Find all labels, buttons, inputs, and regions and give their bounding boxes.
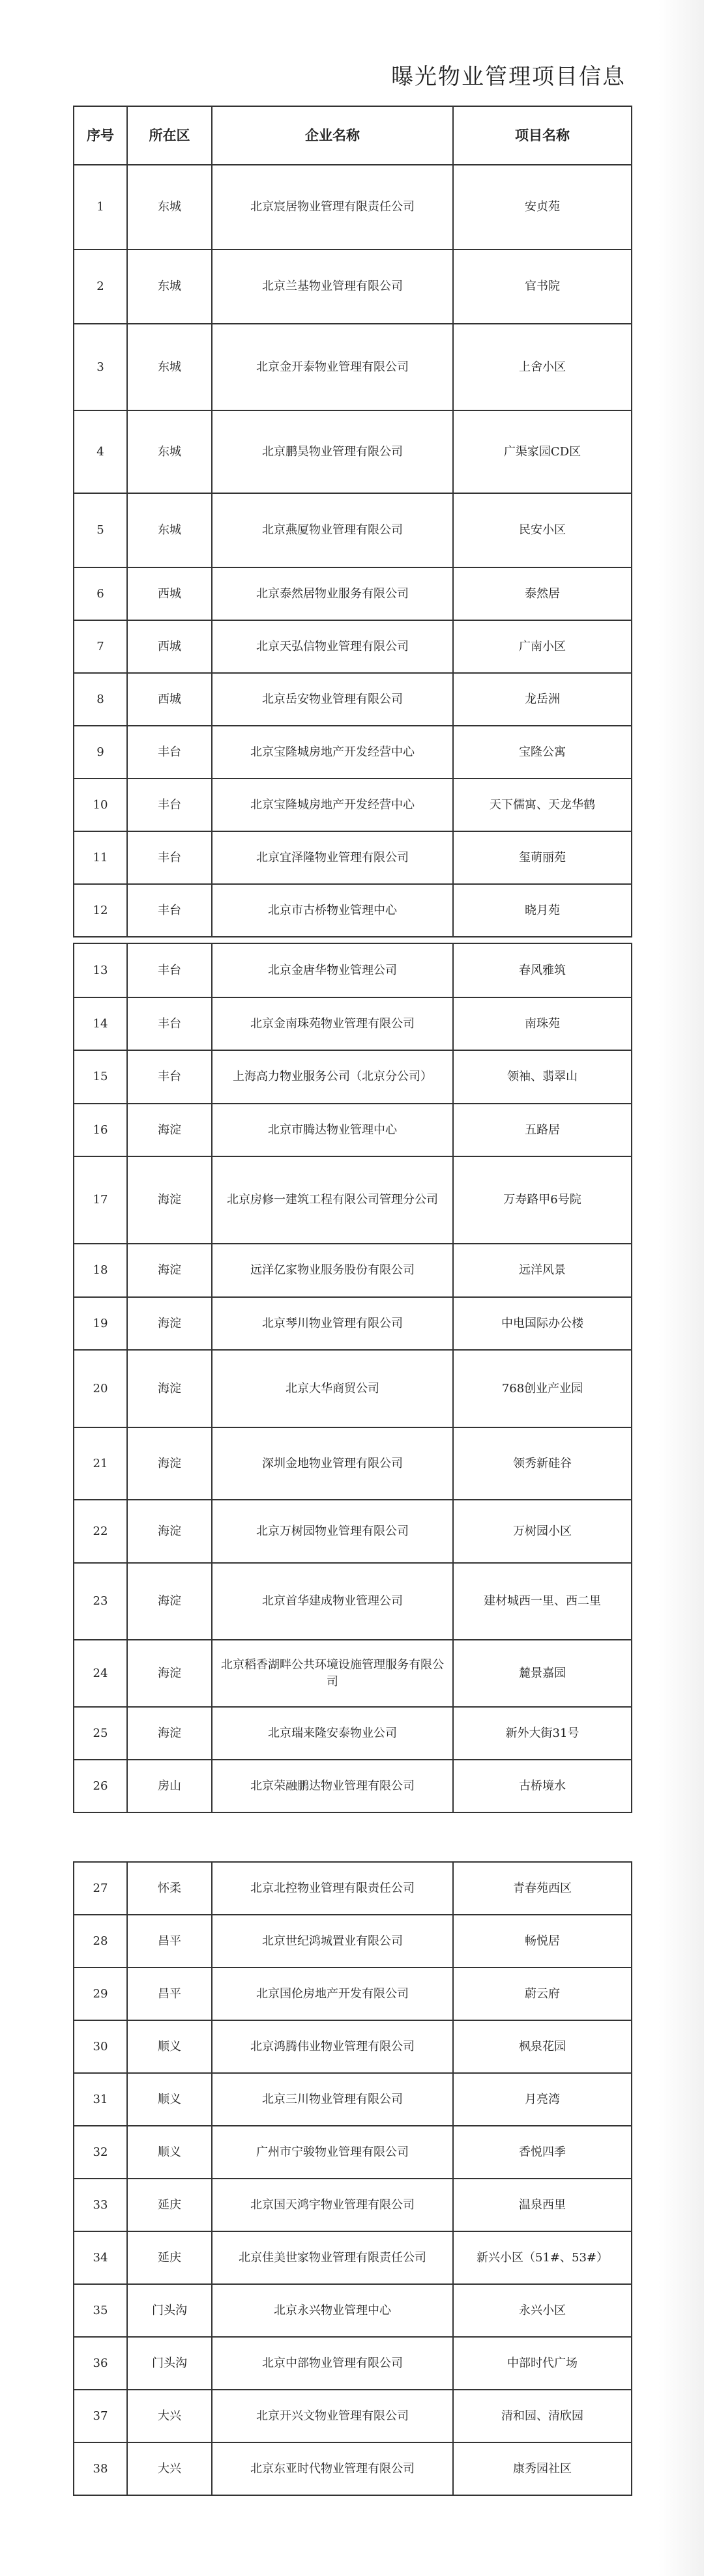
cell-project: 南珠苑: [453, 997, 632, 1050]
cell-project: 领秀新硅谷: [453, 1427, 632, 1500]
cell-company: 北京鸿腾伟业物业管理有限公司: [212, 2020, 453, 2073]
table-row: [74, 2390, 632, 2442]
cell-project: 新兴小区（51#、53#）: [453, 2231, 632, 2284]
cell-district: 东城: [127, 410, 212, 493]
cell-no: 1: [74, 165, 127, 250]
table-row: [74, 2073, 632, 2126]
cell-district: 大兴: [127, 2442, 212, 2495]
cell-no: 11: [74, 831, 127, 884]
cell-company: 北京永兴物业管理中心: [212, 2284, 453, 2337]
cell-no: 24: [74, 1640, 127, 1707]
header-project: 项目名称: [453, 106, 632, 165]
cell-district: 东城: [127, 324, 212, 410]
table-row: [74, 1640, 632, 1707]
cell-company: 北京宝隆城房地产开发经营中心: [212, 726, 453, 779]
cell-project: 768创业产业园: [453, 1350, 632, 1427]
cell-no: 21: [74, 1427, 127, 1500]
cell-no: 30: [74, 2020, 127, 2073]
table-row: [74, 2284, 632, 2337]
cell-company: 深圳金地物业管理有限公司: [212, 1427, 453, 1500]
cell-project: 春风雅筑: [453, 943, 632, 997]
table-row: [74, 884, 632, 937]
cell-no: 17: [74, 1156, 127, 1244]
cell-district: 海淀: [127, 1156, 212, 1244]
cell-no: 13: [74, 943, 127, 997]
cell-district: 大兴: [127, 2390, 212, 2442]
table-row: [74, 1297, 632, 1350]
cell-district: 丰台: [127, 726, 212, 779]
cell-no: 9: [74, 726, 127, 779]
cell-company: 北京万树园物业管理有限公司: [212, 1500, 453, 1563]
table-row: [74, 831, 632, 884]
cell-project: 万寿路甲6号院: [453, 1156, 632, 1244]
cell-no: 28: [74, 1915, 127, 1968]
cell-project: 新外大街31号: [453, 1707, 632, 1760]
cell-project: 清和园、清欣园: [453, 2390, 632, 2442]
page-edge-shadow: [658, 0, 704, 2576]
cell-company: 北京北控物业管理有限责任公司: [212, 1862, 453, 1915]
cell-company: 上海高力物业服务公司（北京分公司）: [212, 1050, 453, 1104]
cell-district: 西城: [127, 620, 212, 673]
cell-district: 海淀: [127, 1500, 212, 1563]
table-row: [74, 943, 632, 997]
cell-company: 北京市古桥物业管理中心: [212, 884, 453, 937]
cell-project: 万树园小区: [453, 1500, 632, 1563]
cell-company: 北京国伦房地产开发有限公司: [212, 1968, 453, 2020]
cell-company: 北京开兴文物业管理有限公司: [212, 2390, 453, 2442]
cell-project: 玺萌丽苑: [453, 831, 632, 884]
cell-project: 官书院: [453, 250, 632, 324]
cell-district: 东城: [127, 165, 212, 250]
cell-project: 中电国际办公楼: [453, 1297, 632, 1350]
table-row: [74, 2442, 632, 2495]
cell-no: 33: [74, 2179, 127, 2231]
cell-company: 北京东亚时代物业管理有限公司: [212, 2442, 453, 2495]
cell-company: 北京燕厦物业管理有限公司: [212, 493, 453, 567]
table-row: [74, 1707, 632, 1760]
cell-project: 温泉西里: [453, 2179, 632, 2231]
cell-project: 广渠家园CD区: [453, 410, 632, 493]
cell-company: 北京大华商贸公司: [212, 1350, 453, 1427]
table-row: [74, 1427, 632, 1500]
table-row: [74, 620, 632, 673]
table-row: [74, 567, 632, 620]
cell-district: 西城: [127, 567, 212, 620]
cell-project: 永兴小区: [453, 2284, 632, 2337]
cell-project: 蔚云府: [453, 1968, 632, 2020]
cell-district: 丰台: [127, 884, 212, 937]
cell-district: 顺义: [127, 2020, 212, 2073]
table-row: [74, 324, 632, 410]
cell-company: 广州市宁骏物业管理有限公司: [212, 2126, 453, 2179]
cell-company: 北京三川物业管理有限公司: [212, 2073, 453, 2126]
cell-no: 34: [74, 2231, 127, 2284]
cell-district: 东城: [127, 250, 212, 324]
cell-district: 顺义: [127, 2126, 212, 2179]
cell-no: 22: [74, 1500, 127, 1563]
table-row: [74, 1500, 632, 1563]
cell-project: 麓景嘉园: [453, 1640, 632, 1707]
cell-company: 北京泰然居物业服务有限公司: [212, 567, 453, 620]
cell-no: 20: [74, 1350, 127, 1427]
cell-project: 宝隆公寓: [453, 726, 632, 779]
cell-no: 4: [74, 410, 127, 493]
cell-company: 北京琴川物业管理有限公司: [212, 1297, 453, 1350]
cell-district: 丰台: [127, 1050, 212, 1104]
table-row: [74, 779, 632, 831]
table-row: [74, 1156, 632, 1244]
cell-company: 北京鹏昊物业管理有限公司: [212, 410, 453, 493]
cell-district: 丰台: [127, 779, 212, 831]
cell-no: 8: [74, 673, 127, 726]
cell-project: 广南小区: [453, 620, 632, 673]
cell-no: 32: [74, 2126, 127, 2179]
cell-district: 门头沟: [127, 2337, 212, 2390]
cell-district: 海淀: [127, 1244, 212, 1297]
cell-project: 月亮湾: [453, 2073, 632, 2126]
table-row: [74, 250, 632, 324]
cell-no: 38: [74, 2442, 127, 2495]
cell-district: 海淀: [127, 1563, 212, 1640]
cell-no: 3: [74, 324, 127, 410]
table-row: [74, 493, 632, 567]
table-row: [74, 1915, 632, 1968]
table-row: [74, 2231, 632, 2284]
cell-district: 海淀: [127, 1350, 212, 1427]
header-no: 序号: [74, 106, 127, 165]
table-row: [74, 726, 632, 779]
cell-district: 海淀: [127, 1640, 212, 1707]
table-row: [74, 410, 632, 493]
cell-district: 海淀: [127, 1427, 212, 1500]
table-row: [74, 2126, 632, 2179]
table-row: [74, 1563, 632, 1640]
cell-district: 怀柔: [127, 1862, 212, 1915]
cell-district: 延庆: [127, 2231, 212, 2284]
cell-no: 18: [74, 1244, 127, 1297]
cell-company: 北京房修一建筑工程有限公司管理分公司: [212, 1156, 453, 1244]
cell-no: 16: [74, 1104, 127, 1156]
cell-company: 北京兰基物业管理有限公司: [212, 250, 453, 324]
table-row: [74, 1760, 632, 1812]
cell-project: 青春苑西区: [453, 1862, 632, 1915]
cell-project: 中部时代广场: [453, 2337, 632, 2390]
cell-company: 北京荣融鹏达物业管理有限公司: [212, 1760, 453, 1812]
cell-no: 37: [74, 2390, 127, 2442]
cell-no: 15: [74, 1050, 127, 1104]
property-table-part-1: [73, 106, 632, 937]
cell-company: 北京世纪鸿城置业有限公司: [212, 1915, 453, 1968]
table-row: [74, 1862, 632, 1915]
cell-district: 昌平: [127, 1968, 212, 2020]
cell-project: 民安小区: [453, 493, 632, 567]
cell-no: 36: [74, 2337, 127, 2390]
cell-company: 北京岳安物业管理有限公司: [212, 673, 453, 726]
table-row: [74, 1050, 632, 1104]
cell-no: 29: [74, 1968, 127, 2020]
cell-project: 龙岳洲: [453, 673, 632, 726]
table-row: [74, 1244, 632, 1297]
cell-project: 天下儒寓、天龙华鹤: [453, 779, 632, 831]
header-company: 企业名称: [212, 106, 453, 165]
table-row: [74, 997, 632, 1050]
cell-company: 北京金南珠苑物业管理有限公司: [212, 997, 453, 1050]
cell-no: 7: [74, 620, 127, 673]
cell-company: 北京金唐华物业管理公司: [212, 943, 453, 997]
cell-project: 上舍小区: [453, 324, 632, 410]
cell-no: 6: [74, 567, 127, 620]
cell-company: 北京中部物业管理有限公司: [212, 2337, 453, 2390]
cell-company: 远洋亿家物业服务股份有限公司: [212, 1244, 453, 1297]
cell-district: 延庆: [127, 2179, 212, 2231]
property-table-part-2: [73, 943, 632, 1813]
cell-company: 北京市腾达物业管理中心: [212, 1104, 453, 1156]
cell-company: 北京天弘信物业管理有限公司: [212, 620, 453, 673]
cell-district: 海淀: [127, 1707, 212, 1760]
cell-district: 门头沟: [127, 2284, 212, 2337]
cell-company: 北京国天鸿宇物业管理有限公司: [212, 2179, 453, 2231]
cell-company: 北京金开泰物业管理有限公司: [212, 324, 453, 410]
cell-no: 27: [74, 1862, 127, 1915]
cell-project: 枫泉花园: [453, 2020, 632, 2073]
cell-company: 北京宸居物业管理有限责任公司: [212, 165, 453, 250]
cell-project: 远洋风景: [453, 1244, 632, 1297]
cell-no: 14: [74, 997, 127, 1050]
table-row: [74, 2020, 632, 2073]
cell-company: 北京瑞来隆安泰物业公司: [212, 1707, 453, 1760]
cell-project: 安贞苑: [453, 165, 632, 250]
cell-district: 丰台: [127, 831, 212, 884]
table-row: [74, 2179, 632, 2231]
property-table-part-3: [73, 1861, 632, 2496]
cell-district: 顺义: [127, 2073, 212, 2126]
cell-project: 五路居: [453, 1104, 632, 1156]
table-row: [74, 165, 632, 250]
cell-no: 12: [74, 884, 127, 937]
cell-project: 康秀园社区: [453, 2442, 632, 2495]
table-row: [74, 1104, 632, 1156]
cell-company: 北京宜泽隆物业管理有限公司: [212, 831, 453, 884]
cell-company: 北京首华建成物业管理公司: [212, 1563, 453, 1640]
cell-district: 东城: [127, 493, 212, 567]
cell-no: 5: [74, 493, 127, 567]
cell-project: 领袖、翡翠山: [453, 1050, 632, 1104]
cell-no: 23: [74, 1563, 127, 1640]
cell-project: 古桥境水: [453, 1760, 632, 1812]
cell-no: 26: [74, 1760, 127, 1812]
cell-project: 晓月苑: [453, 884, 632, 937]
cell-company: 北京佳美世家物业管理有限责任公司: [212, 2231, 453, 2284]
cell-district: 西城: [127, 673, 212, 726]
cell-district: 海淀: [127, 1297, 212, 1350]
cell-no: 10: [74, 779, 127, 831]
cell-district: 丰台: [127, 943, 212, 997]
cell-no: 2: [74, 250, 127, 324]
table-row: [74, 1350, 632, 1427]
table-row: [74, 1968, 632, 2020]
cell-district: 海淀: [127, 1104, 212, 1156]
cell-no: 19: [74, 1297, 127, 1350]
cell-project: 建材城西一里、西二里: [453, 1563, 632, 1640]
cell-company: 北京宝隆城房地产开发经营中心: [212, 779, 453, 831]
page-title: 曝光物业管理项目信息: [391, 64, 626, 90]
cell-no: 25: [74, 1707, 127, 1760]
cell-district: 昌平: [127, 1915, 212, 1968]
cell-district: 房山: [127, 1760, 212, 1812]
cell-project: 泰然居: [453, 567, 632, 620]
table-row: [74, 673, 632, 726]
cell-project: 香悦四季: [453, 2126, 632, 2179]
cell-district: 丰台: [127, 997, 212, 1050]
table-row: [74, 2337, 632, 2390]
cell-no: 35: [74, 2284, 127, 2337]
cell-project: 畅悦居: [453, 1915, 632, 1968]
table-header-row: [74, 106, 632, 165]
cell-company: 北京稻香湖畔公共环境设施管理服务有限公司: [212, 1640, 453, 1707]
header-district: 所在区: [127, 106, 212, 165]
cell-no: 31: [74, 2073, 127, 2126]
